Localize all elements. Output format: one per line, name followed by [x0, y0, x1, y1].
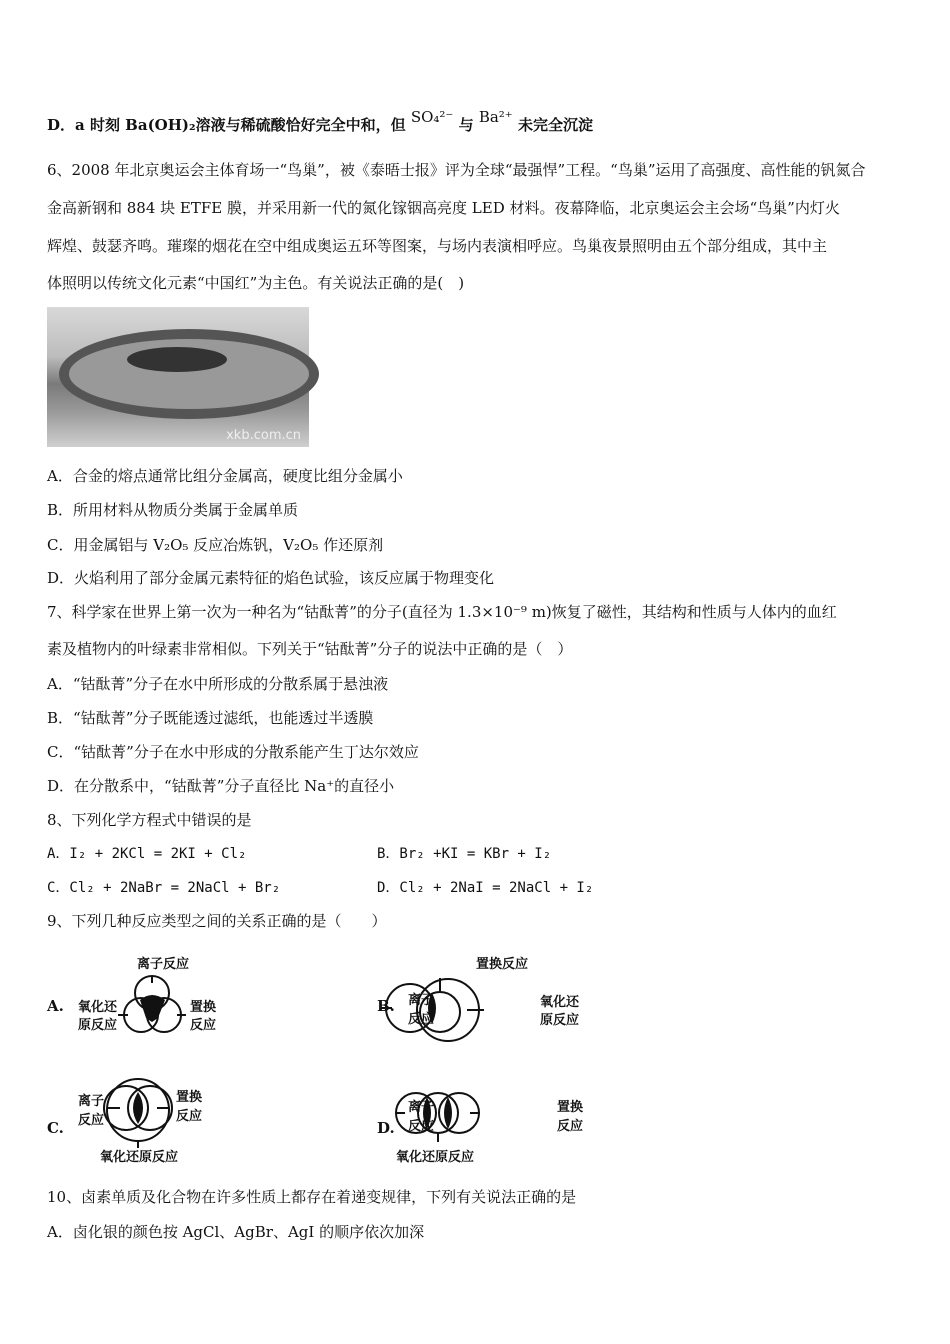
q9-option-a-letter: A.: [47, 997, 64, 1015]
sulfate-ion: SO₄²⁻: [410, 108, 454, 126]
diagram-c-circles: [104, 1079, 172, 1148]
label-ion-reaction: 反应: [408, 1012, 435, 1027]
label-redox: 原反应: [540, 1013, 580, 1028]
q6-option-b: B．所用材料从物质分类属于金属单质: [47, 501, 299, 519]
label-substitution: 反应: [176, 1109, 203, 1124]
q7-stem-line: 素及植物内的叶绿素非常相似。下列关于“钴酞菁”分子的说法中正确的是（ ）: [47, 640, 573, 658]
label-substitution: 反应: [557, 1119, 584, 1134]
label-ion-reaction: 离子: [78, 1094, 105, 1109]
q9-option-b-letter: B.: [377, 997, 395, 1015]
option-text-end: 未完全沉淀: [517, 116, 593, 134]
label-redox: 氧化还原反应: [396, 1150, 475, 1165]
label-ion-reaction: 离子: [408, 993, 435, 1008]
diagram-a-circles: [118, 976, 186, 1032]
q10-option-a: A．卤化银的颜色按 AgCl、AgBr、AgI 的顺序依次加深: [47, 1223, 425, 1241]
q7-option-b: B．“钴酞菁”分子既能透过滤纸，也能透过半透膜: [47, 709, 374, 727]
q8-option-c: C．Cl₂ + 2NaBr = 2NaCl + Br₂: [47, 880, 281, 896]
label-substitution: 置换反应: [476, 957, 529, 972]
label-redox: 氧化还原反应: [100, 1150, 179, 1165]
q8-option-a: A．I₂ + 2KCl = 2KI + Cl₂: [47, 846, 247, 862]
option-text: D．a 时刻 Ba(OH)₂溶液与稀硫酸恰好完全中和，但: [47, 116, 406, 134]
label-ion-reaction: 离子: [408, 1100, 435, 1115]
q8-stem: 8、下列化学方程式中错误的是: [47, 811, 252, 829]
q7-option-c: C．“钴酞菁”分子在水中形成的分散系能产生丁达尔效应: [47, 743, 419, 761]
q6-option-a: A．合金的熔点通常比组分金属高，硬度比组分金属小: [47, 467, 403, 485]
q6-stem-line: 金高新钢和 884 块 ETFE 膜，并采用新一代的氮化镓铟高亮度 LED 材料。夜幕降临，北京奥运会主会场“鸟巢”内灯火: [47, 199, 840, 217]
q6-stem-line: 体照明以传统文化元素“中国红”为主色。有关说法正确的是( ): [47, 274, 465, 292]
label-ion-reaction: 反应: [408, 1119, 435, 1134]
label-ion-reaction: 反应: [78, 1113, 105, 1128]
connector-text: 与: [458, 116, 474, 134]
diagram-b-circles: [380, 978, 484, 1041]
label-redox: 氧化还: [78, 1000, 118, 1015]
label-ion-reaction: 离子反应: [137, 957, 190, 972]
q8-option-b: B．Br₂ +KI = KBr + I₂: [377, 846, 552, 862]
q7-stem-line: 7、科学家在世界上第一次为一种名为“钴酞菁”的分子(直径为 1.3×10⁻⁹ m)恢复了磁性，其结构和性质与人体内的血红: [47, 603, 837, 621]
label-substitution: 置换: [557, 1100, 584, 1115]
q6-option-c: C．用金属铝与 V₂O₅ 反应冶炼钒，V₂O₅ 作还原剂: [47, 536, 384, 554]
barium-ion: Ba²⁺: [478, 108, 513, 126]
label-redox: 氧化还: [540, 995, 580, 1010]
q9-stem: 9、下列几种反应类型之间的关系正确的是（ ）: [47, 912, 387, 930]
q8-option-d: D．Cl₂ + 2NaI = 2NaCl + I₂: [377, 880, 594, 896]
label-substitution: 置换: [176, 1090, 203, 1105]
label-substitution: 反应: [190, 1018, 217, 1033]
q7-option-a: A．“钴酞菁”分子在水中所形成的分散系属于悬浊液: [47, 675, 389, 693]
q9-option-d-letter: D.: [377, 1119, 395, 1137]
label-substitution: 置换: [190, 1000, 217, 1015]
q6-option-d: D．火焰利用了部分金属元素特征的焰色试验，该反应属于物理变化: [47, 569, 495, 587]
q7-option-d: D．在分散系中，“钴酞菁”分子直径比 Na⁺的直径小: [47, 777, 395, 795]
label-redox: 原反应: [78, 1018, 118, 1033]
q9-option-c-letter: C.: [47, 1119, 64, 1137]
q6-stem-line: 辉煌、鼓瑟齐鸣。璀璨的烟花在空中组成奥运五环等图案，与场内表演相呼应。鸟巢夜景照明由五个部分组成，其中主: [47, 237, 828, 255]
q10-stem: 10、卤素单质及化合物在许多性质上都存在着递变规律，下列有关说法正确的是: [47, 1188, 577, 1206]
watermark: xkb.com.cn: [226, 428, 301, 443]
q6-stem-line: 6、2008 年北京奥运会主体育场一“鸟巢”，被《泰晤士报》评为全球“最强悍”工程。“鸟巢”运用了高强度、高性能的钒氮合: [47, 161, 866, 179]
